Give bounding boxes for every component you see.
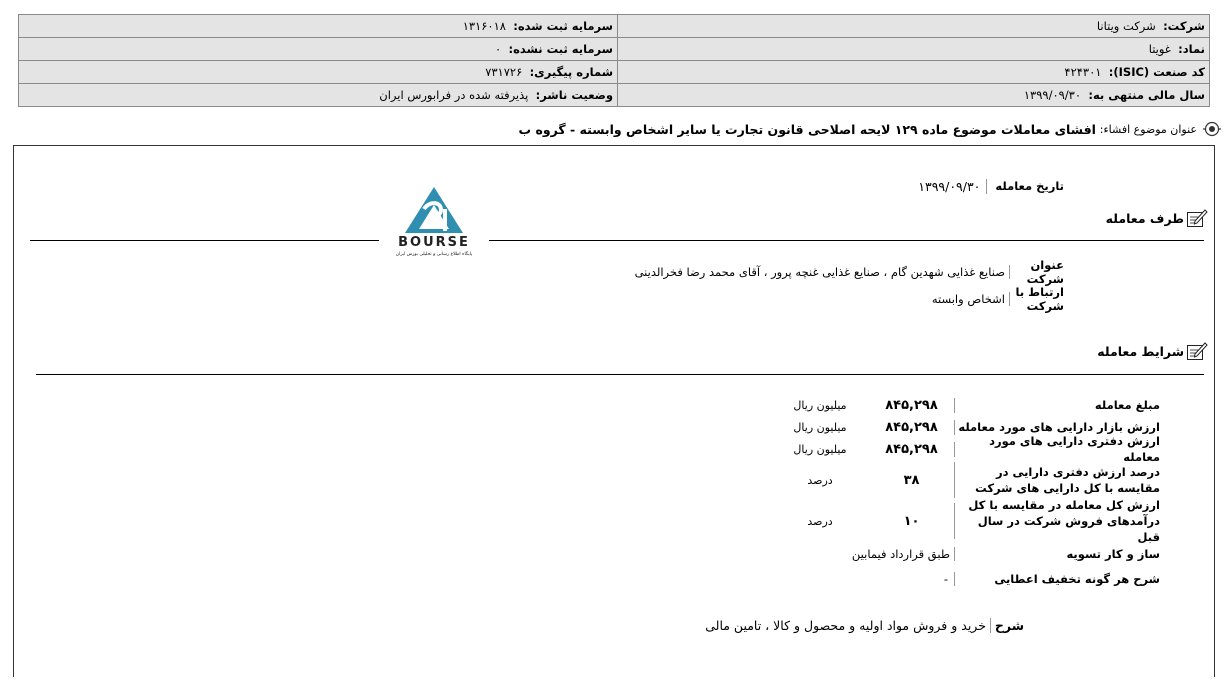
condition-value: ۸۴۵,۲۹۸	[869, 442, 955, 457]
condition-label: مبلغ معامله	[1094, 398, 1160, 412]
tracking-cell	[19, 61, 618, 84]
tracking-label: شماره پیگیری:	[529, 65, 613, 79]
fiscal-cell	[618, 84, 1210, 107]
relation-row	[931, 285, 1064, 313]
conditions-title: شرایط معامله	[1097, 343, 1184, 359]
fiscal-label: سال مالی منتهی به:	[1088, 88, 1205, 102]
condition-unit: میلیون ریال	[793, 420, 847, 434]
condition-row	[775, 462, 1164, 498]
condition-label: ارزش کل معامله در مقایسه با کل درآمدهای فروش شرکت در سال قبل	[968, 498, 1160, 544]
company-cell	[618, 15, 1210, 38]
reg-capital-label: سرمایه ثبت شده:	[513, 19, 613, 33]
company-value: شرکت ویتانا	[1096, 19, 1156, 33]
condition-unit: میلیون ریال	[793, 398, 847, 412]
company-info-table	[18, 14, 1210, 107]
conditions-divider	[36, 374, 1204, 375]
info-row	[19, 38, 1210, 61]
isic-cell	[618, 61, 1210, 84]
tracking-value: ۷۳۱۷۲۶	[485, 65, 523, 79]
isic-label: کد صنعت (ISIC):	[1108, 65, 1205, 79]
transaction-date-value: ۱۳۹۹/۰۹/۳۰	[918, 179, 987, 194]
discount-row	[944, 569, 1164, 589]
condition-unit: میلیون ریال	[793, 442, 847, 456]
settlement-label: ساز و کار تسویه	[1066, 547, 1160, 561]
subject-label: عنوان موضوع افشاء:	[1099, 122, 1197, 136]
unreg-capital-value: ۰	[495, 42, 502, 56]
condition-row	[775, 434, 1164, 464]
symbol-value: غویتا	[1148, 42, 1171, 56]
reg-capital-value: ۱۳۱۶۰۱۸	[462, 19, 506, 33]
relation-label: ارتباط با شرکت	[1015, 285, 1064, 313]
conditions-section-title	[1097, 341, 1208, 361]
subject-text: افشای معاملات موضوع ماده ۱۲۹ لایحه اصلاحی قانون تجارت یا سایر اشخاص وابسته - گروه ب	[518, 121, 1096, 137]
condition-label: درصد ارزش دفتری دارایی در مقایسه با کل دارایی های شرکت	[975, 465, 1160, 495]
publisher-status-cell	[19, 84, 618, 107]
condition-unit: درصد	[807, 473, 833, 487]
bourse-logo-mark	[379, 179, 489, 259]
target-icon	[1203, 120, 1221, 138]
reg-capital-cell	[19, 15, 618, 38]
logo-text: BOURSE	[398, 235, 470, 250]
transaction-date-label: تاریخ معامله	[995, 179, 1064, 193]
condition-unit: درصد	[807, 514, 833, 528]
description-value: خرید و فروش مواد اولیه و محصول و کالا ، تامین مالی	[705, 618, 991, 633]
isic-value: ۴۲۴۳۰۱	[1064, 65, 1102, 79]
logo-subtext: پایگاه اطلاع رسانی و تحلیلی بورس ایران	[395, 252, 473, 257]
party-divider	[30, 240, 1204, 241]
description-row	[705, 614, 1024, 636]
info-row	[19, 61, 1210, 84]
condition-value: ۱۰	[869, 503, 955, 539]
settlement-value: طبق قرارداد فیمابین	[852, 547, 955, 561]
settlement-row	[852, 544, 1164, 564]
company-title-label: عنوان شرکت	[1026, 258, 1064, 286]
fiscal-value: ۱۳۹۹/۰۹/۳۰	[1023, 88, 1082, 102]
discount-value: -	[944, 572, 955, 586]
discount-label: شرح هر گونه تخفیف اعطایی	[994, 572, 1160, 586]
relation-value: اشخاص وابسته	[932, 292, 1010, 306]
info-row	[19, 84, 1210, 107]
condition-label: ارزش بازار دارایی های مورد معامله	[958, 420, 1160, 434]
symbol-label: نماد:	[1178, 42, 1205, 56]
condition-row	[775, 498, 1164, 544]
unreg-capital-label: سرمایه ثبت نشده:	[508, 42, 613, 56]
company-title-row	[634, 258, 1064, 286]
publisher-status-value: پذیرفته شده در فرابورس ایران	[379, 88, 529, 102]
condition-value: ۸۴۵,۲۹۸	[869, 398, 955, 413]
symbol-cell	[618, 38, 1210, 61]
company-title-value: صنایع غذایی شهدین گام ، صنایع غذایی غنچه پرور ، آقای محمد رضا فخرالدینی	[635, 265, 1010, 279]
edit-note-icon	[1186, 208, 1208, 228]
subject-line	[519, 118, 1221, 140]
info-row	[19, 15, 1210, 38]
transaction-date-row	[918, 176, 1064, 196]
condition-label: ارزش دفتری دارایی های مورد معامله	[989, 434, 1160, 464]
bourse-logo	[379, 179, 489, 259]
edit-note-icon	[1186, 341, 1208, 361]
description-label: شرح	[994, 617, 1024, 633]
condition-row	[775, 395, 1164, 415]
publisher-status-label: وضعیت ناشر:	[535, 88, 613, 102]
unreg-capital-cell	[19, 38, 618, 61]
disclosure-panel	[13, 145, 1215, 677]
condition-value: ۳۸	[869, 462, 955, 498]
party-title: طرف معامله	[1105, 210, 1184, 226]
company-label: شرکت:	[1163, 19, 1205, 33]
condition-value: ۸۴۵,۲۹۸	[869, 420, 955, 435]
party-section-title	[1106, 208, 1208, 228]
